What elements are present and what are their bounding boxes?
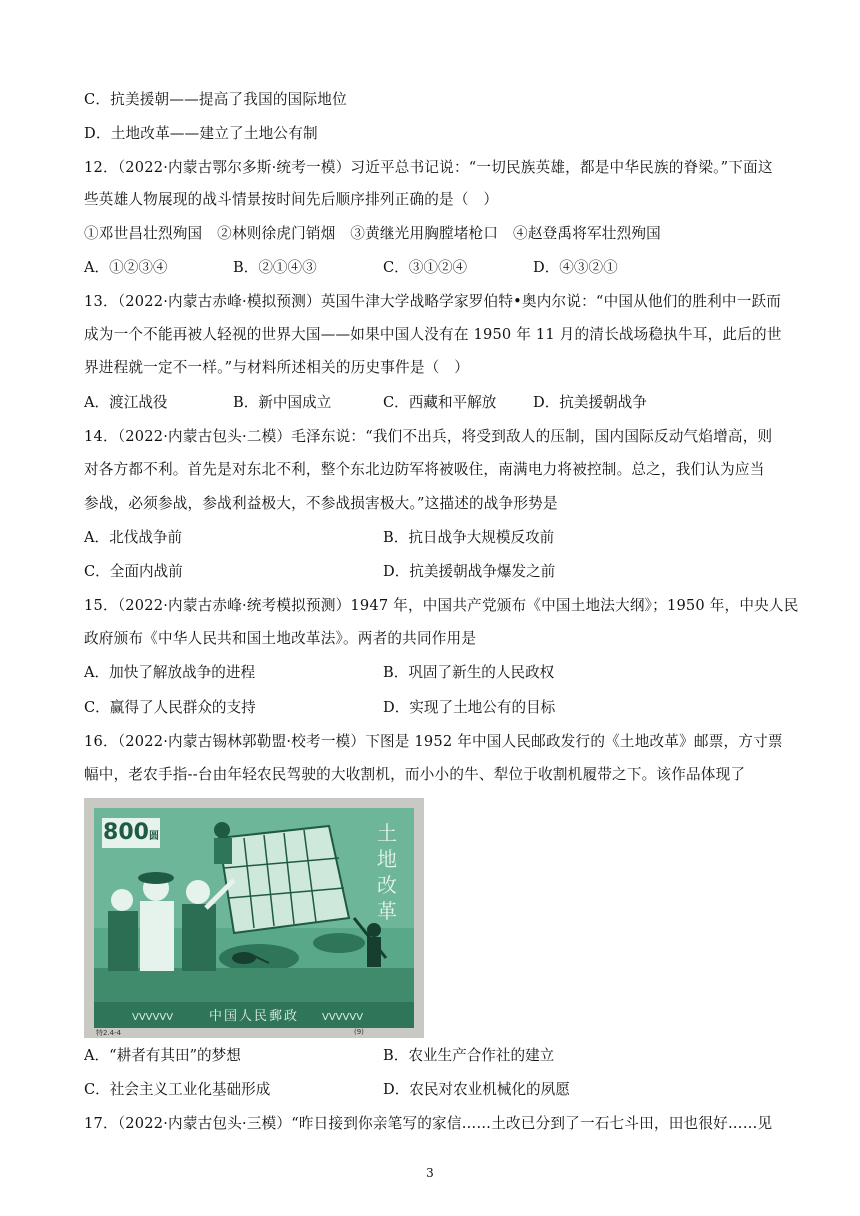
stamp-face — [94, 808, 414, 1028]
stamp-title — [370, 820, 404, 924]
q12-option-b: B．②①④③ — [233, 259, 317, 276]
q15-option-a: A．加快了解放战争的进程 — [84, 664, 256, 681]
q13-stem-3: 界进程就一定不一样。”与材料所述相关的历史事件是（ ） — [84, 359, 470, 376]
stamp-title-char-3: 改 — [377, 873, 397, 897]
stamp-title-char-4: 革 — [377, 899, 397, 923]
stamp-serial: (9) — [354, 1028, 364, 1036]
q16-stem-1: 16．（2022·内蒙古锡林郭勒盟·校考一模）下图是 1952 年中国人民邮政发行的《土地改革》邮票，方寸票 — [84, 733, 783, 750]
q12-items: ①邓世昌壮烈殉国 ②林则徐虎门销烟 ③黄继光用胸膛堵枪口 ④赵登禹将军壮烈殉国 — [84, 225, 661, 242]
q14-option-a: A．北伐战争前 — [84, 529, 183, 546]
q14-stem-2: 对各方都不利。首先是对东北不利，整个东北边防军将被吸住，南满电力将被控制。总之，我们认为应当 — [84, 461, 765, 478]
q13-option-d: D．抗美援朝战争 — [533, 394, 647, 411]
q11-option-c: C．抗美援朝——提高了我国的国际地位 — [84, 91, 347, 108]
q15-stem-2: 政府颁布《中华人民共和国土地改革法》。两者的共同作用是 — [84, 630, 477, 647]
q15-option-d: D．实现了土地公有的目标 — [383, 699, 556, 716]
stamp-code: 特2.4-4 — [96, 1029, 122, 1037]
q13-option-a: A．渡江战役 — [84, 394, 168, 411]
q16-stem-2: 幅中，老农手指--台由年轻农民驾驶的大收割机，而小小的牛、犁位于收割机履带之下。该作品体现了 — [84, 766, 746, 783]
q15-stem-1: 15．（2022·内蒙古赤峰·统考模拟预测）1947 年，中国共产党颁布《中国土地法大纲》；1950 年，中央人民 — [84, 597, 799, 614]
land-reform-stamp-image — [84, 798, 424, 1038]
q13-option-b: B．新中国成立 — [233, 394, 332, 411]
q15-option-b: B．巩固了新生的人民政权 — [383, 664, 555, 681]
q13-stem-2: 成为一个不能再被人轻视的世界大国——如果中国人没有在 1950 年 11 月的清长战场稳执牛耳，此后的世 — [84, 326, 782, 343]
stamp-value-unit: 圆 — [148, 831, 159, 842]
svg-text:VVVVVV: VVVVVV — [132, 1012, 174, 1023]
q16-option-c: C．社会主义工业化基础形成 — [84, 1081, 271, 1098]
q16-option-a: A．“耕者有其田”的梦想 — [84, 1047, 241, 1064]
q14-option-c: C．全面内战前 — [84, 563, 183, 580]
stamp-value-number: 800 — [103, 820, 149, 845]
q14-stem-3: 参战，必须参战，参战利益极大，不参战损害极大。”这描述的战争形势是 — [84, 495, 558, 512]
q11-option-d: D．土地改革——建立了土地公有制 — [84, 125, 318, 142]
q13-option-c: C．西藏和平解放 — [383, 394, 497, 411]
q14-stem-1: 14．（2022·内蒙古包头·二模）毛泽东说：“我们不出兵，将受到敌人的压制，国内国际反动气焰增高，则 — [84, 428, 773, 445]
page-number: 3 — [426, 1166, 434, 1180]
q17-stem-1: 17．（2022·内蒙古包头·三模）“昨日接到你亲笔写的家信……土改已分到了一石七斗田，田也很好……见 — [84, 1115, 773, 1132]
q13-stem-1: 13．（2022·内蒙古赤峰·模拟预测）英国牛津大学战略学家罗伯特•奥内尔说：“中国从他们的胜利中一跃而 — [84, 293, 782, 310]
q16-option-d: D．农民对农业机械化的夙愿 — [383, 1081, 570, 1098]
svg-text:VVVVVV: VVVVVV — [322, 1012, 364, 1023]
q14-option-b: B．抗日战争大规模反攻前 — [383, 529, 555, 546]
q15-option-c: C．赢得了人民群众的支持 — [84, 699, 256, 716]
q16-option-b: B．农业生产合作社的建立 — [383, 1047, 555, 1064]
q12-option-c: C．③①②④ — [383, 259, 468, 276]
q12-option-a: A．①②③④ — [84, 259, 168, 276]
stamp-title-char-2: 地 — [377, 847, 397, 871]
stamp-title-char-1: 土 — [377, 821, 397, 845]
q14-option-d: D．抗美援朝战争爆发之前 — [383, 563, 556, 580]
stamp-banner-text: 中国人民郵政 — [208, 1009, 299, 1024]
q12-stem-1: 12．（2022·内蒙古鄂尔多斯·统考一模）习近平总书记说：“一切民族英雄，都是中华民族的脊梁。”下面这 — [84, 159, 773, 176]
q12-stem-2: 些英雄人物展现的战斗情景按时间先后顺序排列正确的是（ ） — [84, 191, 499, 208]
stamp-value — [102, 818, 160, 848]
q12-option-d: D．④③②① — [533, 259, 618, 276]
